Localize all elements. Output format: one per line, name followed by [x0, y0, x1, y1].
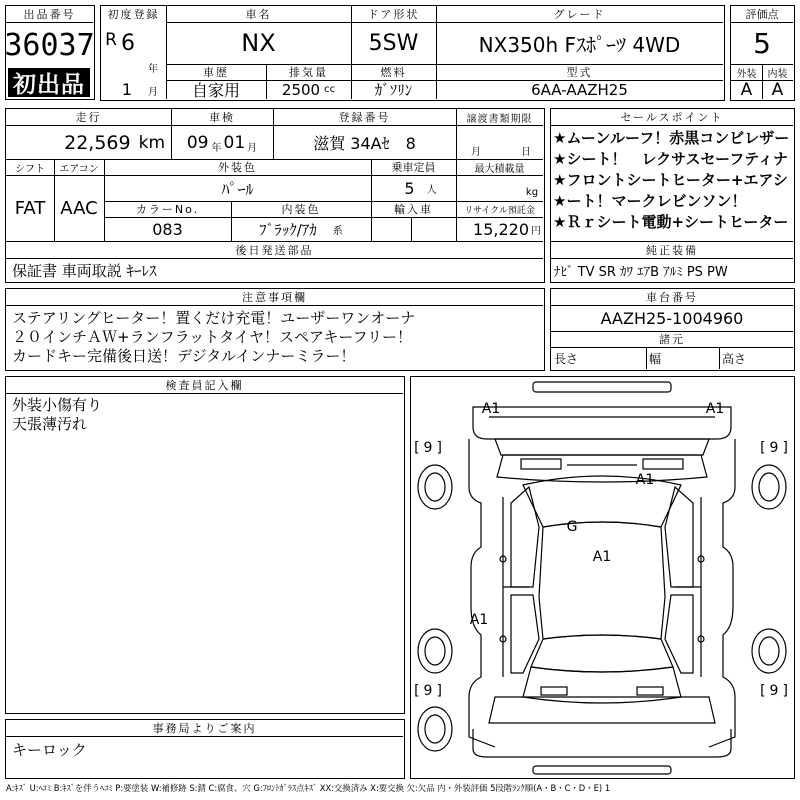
- note-line: ステアリングヒーター！置くだけ充電！ユーザーワンオーナ: [12, 309, 416, 327]
- transfer-day-unit: 日: [521, 146, 531, 158]
- vehicle-history: 自家用: [191, 81, 240, 100]
- lot-number-label: 出品番号: [23, 8, 76, 21]
- color-number-label: カラーNo.: [135, 203, 200, 216]
- height-label: 高さ: [722, 352, 747, 366]
- displacement-value: 2500: [281, 80, 321, 99]
- max-load-label: 最大積載量: [474, 163, 525, 175]
- door-type-label: ドア形状: [367, 8, 420, 21]
- mileage-unit: km: [138, 132, 165, 153]
- fuel-type: ｶﾞｿﾘﾝ: [374, 81, 413, 99]
- inspection-label: 車検: [209, 111, 235, 124]
- recycle-label: リサイクル預託金: [464, 205, 535, 216]
- note-line: ２０インチＡＷ+ランフラットタイヤ！スペアキーフリー！: [12, 328, 413, 346]
- tire-tread-rear-left: [ 9 ]: [414, 683, 442, 699]
- car-name: NX: [241, 29, 276, 57]
- registration-month: 1: [121, 80, 133, 99]
- details-box: [5, 108, 545, 283]
- import-label: 輸入車: [394, 203, 433, 216]
- sales-point-line: ★シート！ レクサスセーフティナ: [553, 150, 788, 168]
- damage-mark: A1: [635, 472, 655, 488]
- later-parts-label: 後日発送部品: [235, 243, 314, 257]
- damage-mark: A1: [481, 401, 501, 417]
- sales-point-line: ★ート！マークレビンソン！: [553, 192, 747, 210]
- sales-point-line: ★フロントシートヒーター+エアシ: [553, 171, 788, 189]
- capacity-label: 乗車定員: [391, 161, 436, 174]
- vehicle-history-label: 車歴: [203, 66, 229, 79]
- capacity-unit: 人: [426, 185, 437, 196]
- office-notice-label: 事務局よりご案内: [152, 722, 257, 735]
- length-label: 長さ: [554, 352, 579, 366]
- inspection-year: 09: [186, 132, 209, 153]
- first-registration-label: 初度登録: [107, 8, 160, 21]
- inspection-date: [171, 126, 273, 159]
- inspector-notes-list: [12, 396, 102, 434]
- interior-grade-label: 内装: [767, 68, 788, 80]
- car-name-label: 車名: [245, 8, 272, 21]
- fuel-label: 燃料: [380, 66, 407, 79]
- legend-footer: A:ｷｽﾞ U:ﾍｺﾐ B:ｷｽﾞを伴うﾍｺﾐ P:要塗装 W:補修跡 S:錆 C:腐食、穴 G:ﾌﾛﾝﾄｶﾞﾗｽ点ｷｽﾞ XX:交換済み X:要交換 欠:欠品 内・外装評価 5段階ﾗﾝｸ順(A・B・C・D・E) 1: [6, 783, 611, 793]
- displacement: [266, 80, 351, 99]
- sales-points-box: [550, 108, 795, 283]
- interior-color-label: 内装色: [281, 203, 321, 216]
- mileage-value: 22,569: [64, 131, 131, 154]
- exterior-color-label: 外装色: [218, 161, 257, 174]
- score-label: 評価点: [745, 8, 779, 21]
- damage-mark: A1: [469, 612, 489, 628]
- vehicle-summary-box: [100, 5, 725, 101]
- inspection-year-unit: 年: [211, 143, 222, 154]
- score-value: 5: [753, 27, 771, 60]
- interior-color: [231, 218, 371, 241]
- registration-plate: 滋賀 34Aｾ 8: [313, 134, 416, 153]
- first-listing-badge: 初出品: [8, 68, 90, 97]
- interior-color-suffix: 系: [332, 226, 343, 237]
- color-number: 083: [152, 220, 183, 239]
- inspection-month: 01: [223, 132, 246, 153]
- model-code-label: 型式: [566, 66, 593, 79]
- notes-box: [5, 288, 545, 371]
- note-line: カードキー完備後日送！デジタルインナーミラー！: [12, 347, 356, 365]
- sales-points-label: セールスポイント: [620, 111, 724, 124]
- later-parts: 保証書 車両取説 ｷｰﾚｽ: [12, 261, 157, 280]
- inspector-notes-label: 検査員記入欄: [165, 379, 244, 392]
- damage-mark: A1: [705, 401, 725, 417]
- grade: NX350h Fｽﾎﾟｰﾂ 4WD: [478, 32, 681, 57]
- office-box: [5, 719, 405, 779]
- model-code: 6AA-AAZH25: [531, 80, 628, 99]
- inspector-note-line: 外装小傷有り: [12, 396, 103, 414]
- interior-color-value: ﾌﾞﾗｯｸ/ｱｶ: [259, 221, 317, 239]
- exterior-grade-label: 外装: [736, 68, 757, 80]
- equipment-label: 純正装備: [646, 243, 698, 257]
- door-type: 5SW: [368, 30, 419, 56]
- displacement-label: 排気量: [289, 66, 328, 79]
- notes-list: [12, 309, 415, 366]
- tire-tread-front-right: [ 9 ]: [760, 440, 788, 456]
- score-box: [730, 5, 795, 101]
- chassis-box: [550, 288, 795, 371]
- sales-point-line: ★ムーンルーフ！赤黒コンビレザー: [553, 129, 790, 147]
- registration-year-unit: 年: [148, 63, 158, 75]
- chassis-number: AAZH25-1004960: [600, 309, 744, 328]
- inspector-box: [5, 376, 405, 714]
- recycle-fee-value: 15,220: [473, 220, 529, 239]
- transfer-month-unit: 月: [471, 146, 481, 158]
- chassis-number-label: 車台番号: [646, 291, 698, 304]
- registration-era: R: [105, 30, 117, 50]
- capacity-value: 5: [404, 179, 415, 198]
- car-outline-diagram: [411, 377, 793, 777]
- mileage: [6, 126, 171, 159]
- transfer-deadline-label: 譲渡書類期限: [466, 113, 533, 125]
- exterior-color: ﾊﾟｰﾙ: [221, 180, 254, 199]
- recycle-fee-unit: 円: [531, 226, 541, 237]
- max-load-unit: kg: [525, 186, 539, 198]
- ac-label: エアコン: [59, 163, 99, 175]
- recycle-fee: [456, 218, 543, 241]
- tire-tread-front-left: [ 9 ]: [414, 440, 442, 456]
- displacement-unit: cc: [324, 84, 336, 95]
- plate-label: 登録番号: [338, 111, 391, 124]
- inspector-note-line: 天張薄汚れ: [12, 415, 88, 433]
- sales-point-line: ★Ｒｒシート電動+シートヒーター: [553, 213, 789, 231]
- standard-equipment: ﾅﾋﾞ TV SR ｶﾜ ｴｱB ｱﾙﾐ PS PW: [554, 264, 728, 280]
- damage-diagram: [410, 376, 795, 779]
- lot-number-box: [5, 5, 95, 100]
- lot-number: 36037: [4, 27, 95, 63]
- shift-label: シフト: [15, 163, 45, 175]
- width-label: 幅: [649, 352, 662, 366]
- grade-label: グレード: [553, 8, 606, 21]
- damage-mark: G: [566, 519, 578, 535]
- inspection-month-unit: 月: [247, 143, 258, 154]
- dimensions-label: 諸元: [659, 333, 685, 346]
- ac-type: AAC: [60, 197, 98, 219]
- shift-type: FAT: [14, 197, 46, 219]
- exterior-grade: A: [740, 79, 753, 100]
- capacity: [371, 176, 456, 201]
- registration-month-unit: 月: [148, 86, 158, 98]
- office-notice: キーロック: [12, 740, 87, 759]
- damage-mark: A1: [592, 549, 612, 565]
- registration-year: 6: [121, 30, 135, 56]
- notes-label: 注意事項欄: [242, 291, 307, 304]
- interior-grade: A: [771, 79, 784, 100]
- tire-tread-rear-right: [ 9 ]: [760, 683, 788, 699]
- sales-points-list: [553, 128, 793, 233]
- mileage-label: 走行: [75, 111, 102, 124]
